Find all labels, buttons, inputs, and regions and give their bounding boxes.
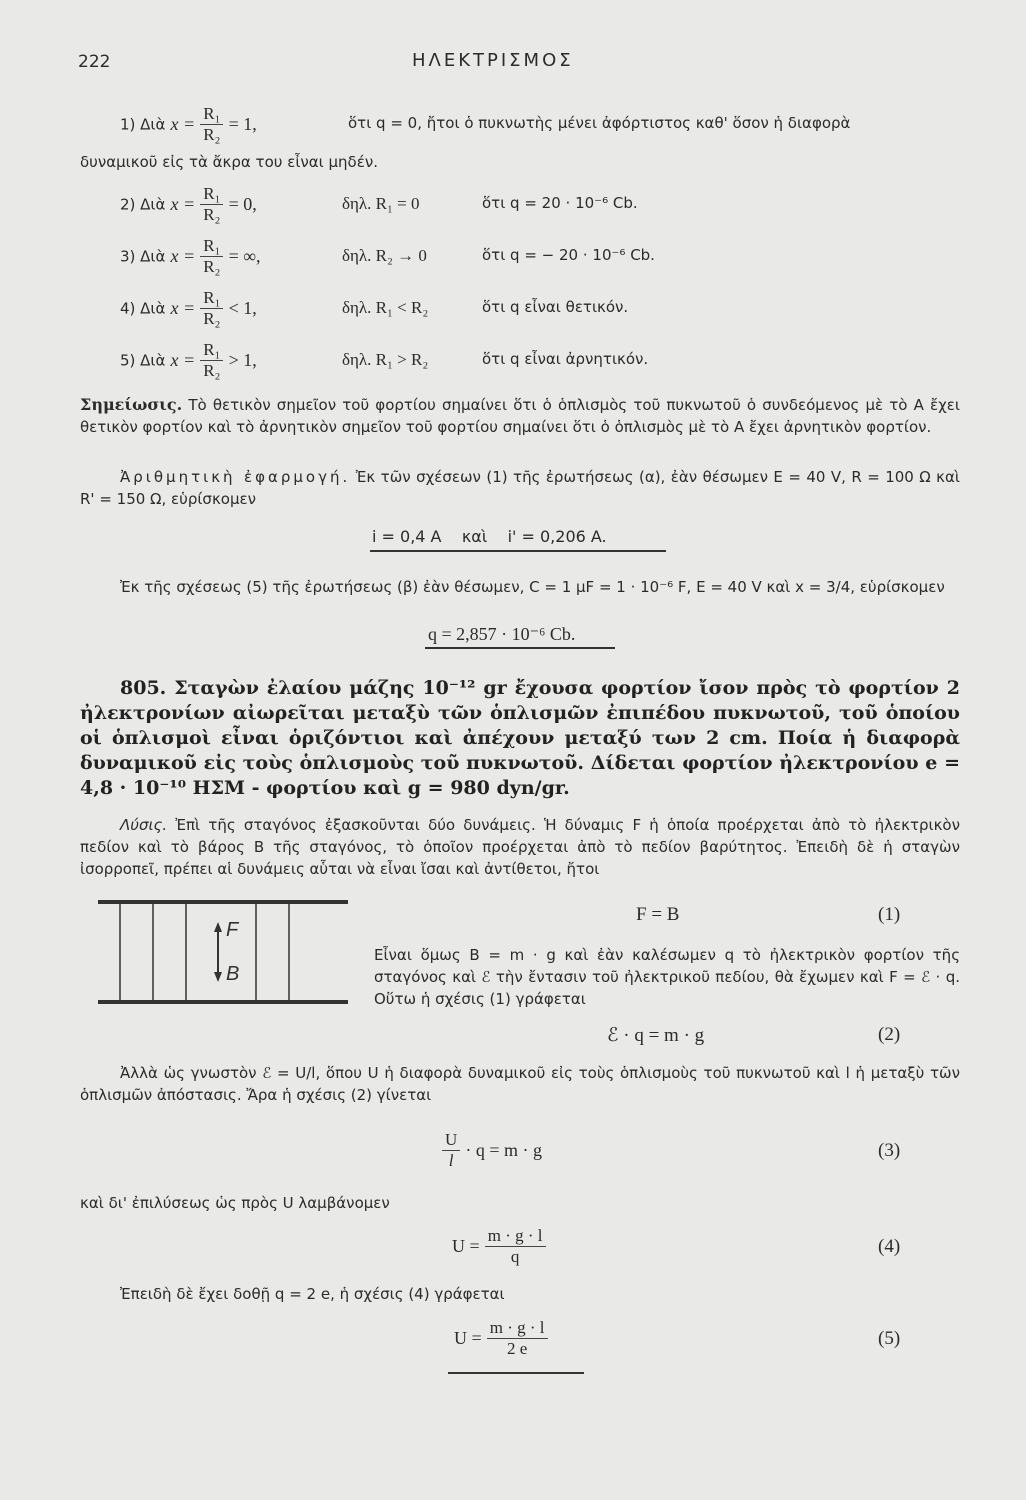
equation-1: F = B xyxy=(636,904,680,925)
case-row xyxy=(120,184,257,225)
page-number: 222 xyxy=(78,52,111,72)
case-lhs: x = xyxy=(170,114,196,134)
equation-3-number: (3) xyxy=(878,1140,901,1161)
case-condition: δηλ. R₁ > R₂ xyxy=(342,350,429,369)
label-b: B xyxy=(226,963,240,985)
eq3-numerator: U xyxy=(442,1130,460,1151)
case-denominator: R₂ xyxy=(203,361,221,380)
case-row xyxy=(120,104,257,145)
result-underline-3 xyxy=(448,1372,584,1374)
solution-label: Λύσις. xyxy=(120,816,168,834)
case-relation: < 1, xyxy=(228,298,257,318)
problem-text: Σταγὼν ἐλαίου μάζης 10⁻¹² gr ἔχουσα φορτίον ἴσον πρὸς τὸ φορτίον 2 ἠλεκτρονίων αἰωρεῖται μεταξὺ τῶν ὁπλισμῶν ἐπιπέδου πυκνωτοῦ, τοῦ ὁποίου οἱ ὁπλισμοὶ εἶναι ὁριζόντιοι καὶ ἀπέχουν μεταξύ των 2 cm. Ποία ἡ διαφορὰ δυναμικοῦ εἰς τοὺς ὁπλισμοὺς τοῦ πυκνωτοῦ. Δίδεται φορτίον ἠλεκτρονίου e = 4,8 · 10⁻¹⁰ ΗΣΜ - φορτίου καὶ g = 980 dyn/gr. xyxy=(80,677,960,799)
solution-paragraph-4: καὶ δι' ἐπιλύσεως ὡς πρὸς U λαμβάνομεν xyxy=(80,1194,390,1212)
equation-1-number: (1) xyxy=(878,904,901,925)
case-denominator: R₂ xyxy=(203,257,221,276)
case-numerator: R₁ xyxy=(200,236,223,257)
field-lines xyxy=(120,904,289,1000)
case-label: 2) Διὰ xyxy=(120,195,166,214)
case-result: ὅτι q = − 20 · 10⁻⁶ Cb. xyxy=(482,246,655,264)
case-lhs: x = xyxy=(170,350,196,370)
case-relation: > 1, xyxy=(228,350,257,370)
capacitor-figure xyxy=(98,896,348,1008)
problem-number: 805. xyxy=(120,677,167,699)
numeric-paragraph xyxy=(80,466,960,510)
result-underline-2 xyxy=(425,647,615,649)
case-label: 4) Διὰ xyxy=(120,299,166,318)
case-relation: = 1, xyxy=(228,114,257,134)
case1-continuation: δυναμικοῦ εἰς τὰ ἄκρα του εἶναι μηδέν. xyxy=(80,153,378,171)
solution-paragraph-2: Εἶναι ὅμως B = m · g καὶ ἐὰν καλέσωμεν q τὸ ἠλεκτρικὸν φορτίον τῆς σταγόνος καὶ ℰ τὴν ἔντασιν τοῦ ἠλεκτρικοῦ πεδίου, θὰ ἔχωμεν καὶ F = ℰ · q. Οὕτω ἡ σχέσις (1) γράφεται xyxy=(374,946,960,1008)
eq5-denominator: 2 e xyxy=(506,1339,528,1358)
eq3-denominator: l xyxy=(448,1151,454,1170)
eq5-lhs: U = xyxy=(454,1328,482,1348)
case-row xyxy=(120,340,257,381)
case-label: 5) Διὰ xyxy=(120,351,166,370)
equation-4 xyxy=(452,1226,546,1267)
case-denominator: R₂ xyxy=(203,309,221,328)
solution-paragraph-5: Ἐπειδὴ δὲ ἔχει δοθῇ q = 2 e, ἡ σχέσις (4) γράφεται xyxy=(120,1285,505,1303)
case-lhs: x = xyxy=(170,298,196,318)
force-f-arrowhead xyxy=(214,922,222,932)
label-f: F xyxy=(226,919,239,941)
case-lhs: x = xyxy=(170,194,196,214)
eq4-denominator: q xyxy=(510,1247,520,1266)
equation-2: ℰ · q = m · g xyxy=(607,1025,705,1046)
case-result: ὅτι q εἶναι ἀρνητικόν. xyxy=(482,350,649,368)
equation-5-number: (5) xyxy=(878,1328,901,1349)
case-relation: = ∞, xyxy=(228,246,261,266)
case-numerator: R₁ xyxy=(200,340,223,361)
equation-2-number: (2) xyxy=(878,1024,901,1045)
case-row xyxy=(120,288,257,329)
case-numerator: R₁ xyxy=(200,288,223,309)
problem-805 xyxy=(80,676,960,801)
note-text: Τὸ θετικὸν σημεῖον τοῦ φορτίου σημαίνει ὅτι ὁ ὁπλισμὸς τοῦ πυκνωτοῦ ὁ συνδεόμενος μὲ τὸ Α ἔχει θετικὸν φορτίον καὶ τὸ ἀρνητικὸν σημεῖον τοῦ φορτίου σημαίνει ὅτι ὁ ὁπλισμὸς μὲ τὸ Α ἔχει ἀρνητικὸν φορτίον. xyxy=(80,396,960,436)
case-lhs: x = xyxy=(170,246,196,266)
case-condition: δηλ. R₁ < R₂ xyxy=(342,298,429,317)
eq4-lhs: U = xyxy=(452,1236,480,1256)
case-condition: δηλ. R₁ = 0 xyxy=(342,194,420,213)
solution-paragraph-1 xyxy=(80,814,960,880)
case-result: ὅτι q = 0, ἤτοι ὁ πυκνωτὴς μένει ἀφόρτιστος καθ' ὅσον ἡ διαφορὰ xyxy=(348,114,851,132)
case-label: 1) Διὰ xyxy=(120,115,166,134)
equation-3 xyxy=(442,1130,542,1171)
eq4-numerator: m · g · l xyxy=(485,1226,546,1247)
case-relation: = 0, xyxy=(228,194,257,214)
solution-text-1: Ἐπὶ τῆς σταγόνος ἐξασκοῦνται δύο δυνάμεις. Ἡ δύναμις F ἡ ὁποία προέρχεται ἀπὸ τὸ ἠλεκτρικὸν πεδίον καὶ τὸ βάρος B τῆς σταγόνος, τὸ ὁποῖον προέρχεται ἀπὸ τὸ πεδίον βαρύτητος. Ἐπειδὴ δὲ ἡ σταγὼν ἰσορροπεῖ, πρέπει αἱ δυνάμεις αὗται νὰ εἶναι ἴσαι καὶ ἀντίθετοι, ἤτοι xyxy=(80,816,960,878)
case-condition: δηλ. R₂ → 0 xyxy=(342,246,427,265)
note-label: Σημείωσις. xyxy=(80,395,183,414)
case-numerator: R₁ xyxy=(200,104,223,125)
numeric-label: Ἀριθμητικὴ ἐφαρμογή. xyxy=(120,468,351,486)
case-row xyxy=(120,236,261,277)
force-b-arrowhead xyxy=(214,972,222,982)
numeric-text: Ἐκ τῶν σχέσεων (1) τῆς ἐρωτήσεως (α), ἐὰν θέσωμεν E = 40 V, R = 100 Ω καὶ R' = 150 Ω, εὑρίσκομεν xyxy=(80,468,960,508)
case-result: ὅτι q = 20 · 10⁻⁶ Cb. xyxy=(482,194,638,212)
numeric-result-1: i = 0,4 A καὶ i' = 0,206 A. xyxy=(372,527,607,546)
equation-5 xyxy=(454,1318,548,1359)
eq5-numerator: m · g · l xyxy=(487,1318,548,1339)
case-numerator: R₁ xyxy=(200,184,223,205)
note-paragraph xyxy=(80,394,960,438)
case-result: ὅτι q εἶναι θετικόν. xyxy=(482,298,629,316)
solution-paragraph-3: Ἀλλὰ ὡς γνωστὸν ℰ = U/l, ὅπου U ἡ διαφορὰ δυναμικοῦ εἰς τοὺς ὁπλισμοὺς τοῦ πυκνωτοῦ καὶ l ἡ μεταξὺ τῶν ὁπλισμῶν ἀπόστασις. Ἄρα ἡ σχέσις (2) γίνεται xyxy=(80,1064,960,1104)
result-underline-1 xyxy=(370,550,666,552)
numeric-paragraph-2: Ἐκ τῆς σχέσεως (5) τῆς ἐρωτήσεως (β) ἐὰν θέσωμεν, C = 1 μF = 1 · 10⁻⁶ F, E = 40 V καὶ x = 3/4, εὑρίσκομεν xyxy=(120,578,945,596)
equation-4-number: (4) xyxy=(878,1236,901,1257)
case-label: 3) Διὰ xyxy=(120,247,166,266)
case-denominator: R₂ xyxy=(203,205,221,224)
running-title: ΗΛΕΚΤΡΙΣΜΟΣ xyxy=(412,50,574,71)
numeric-result-2: q = 2,857 · 10⁻⁶ Cb. xyxy=(428,624,576,644)
eq3-rest: · q = m · g xyxy=(465,1140,543,1160)
case-denominator: R₂ xyxy=(203,125,221,144)
